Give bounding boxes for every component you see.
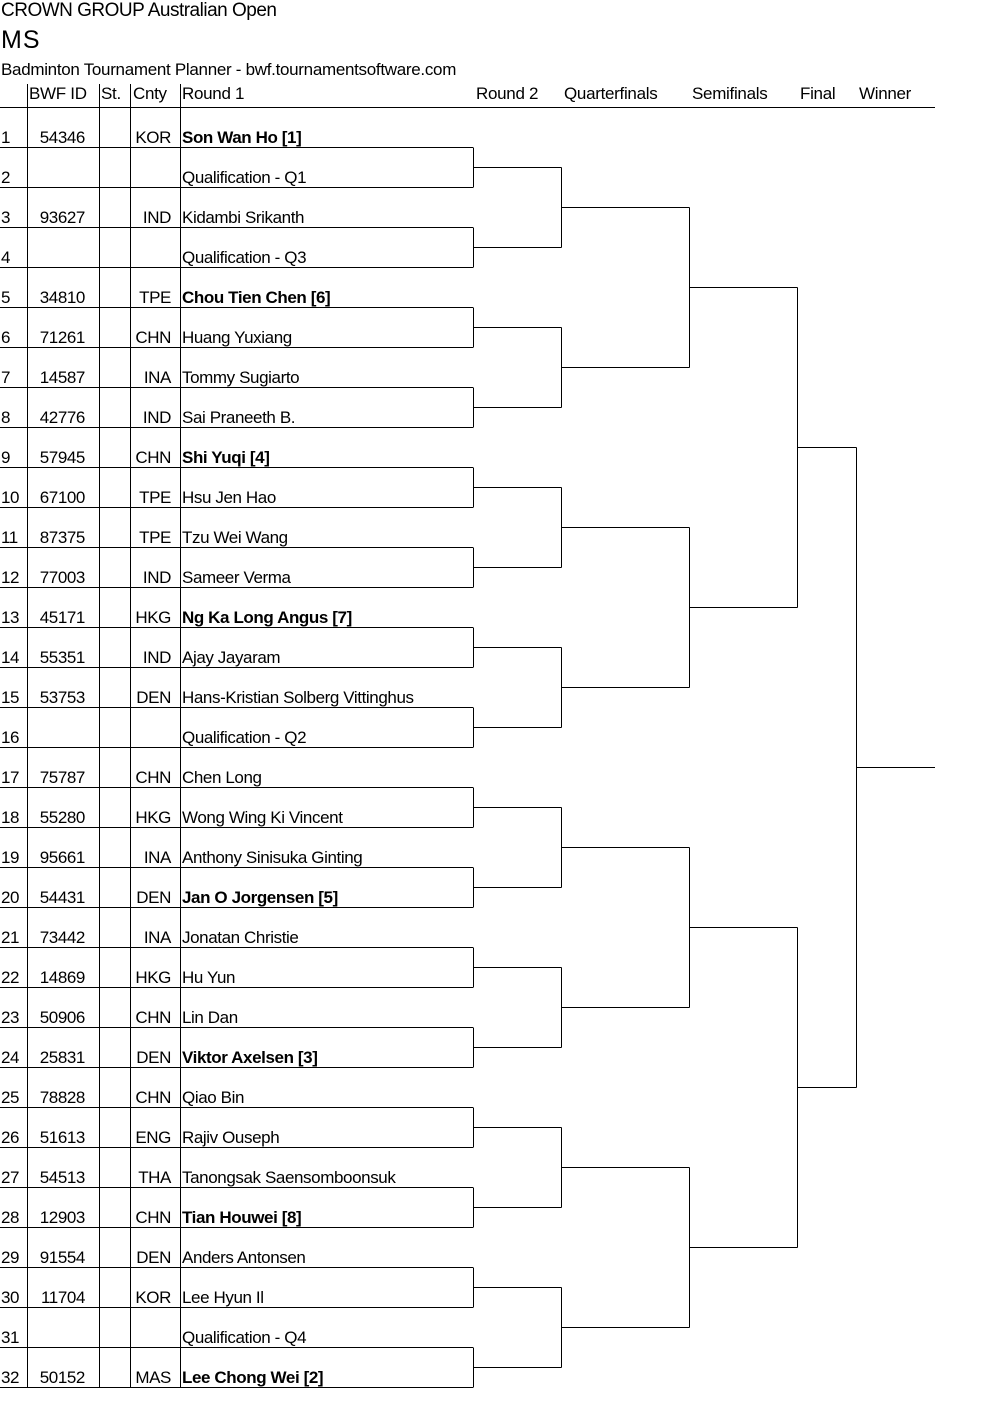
country-code: THA [138,1168,171,1187]
bwf-id: 54513 [39,1168,85,1187]
draw-position: 5 [1,288,11,307]
country-code: CHN [135,448,171,467]
player-name: Hu Yun [182,968,236,987]
country-code: KOR [135,1288,171,1307]
country-code: MAS [135,1368,171,1387]
bwf-id: 45171 [39,608,85,627]
country-code: IND [142,408,171,427]
country-code: CHN [135,1088,171,1107]
bwf-id: 87375 [39,528,85,547]
header-status: St. [101,84,121,103]
player-name: Tzu Wei Wang [182,528,288,547]
country-code: DEN [136,688,171,707]
player-name: Ajay Jayaram [182,648,281,667]
player-name: Lee Hyun Il [182,1288,264,1307]
bwf-id: 95661 [39,848,85,867]
bwf-id: 54431 [39,888,85,907]
bwf-id: 77003 [39,568,85,587]
country-code: TPE [139,528,171,547]
player-name: Anders Antonsen [182,1248,306,1267]
country-code: CHN [135,328,171,347]
draw-position: 23 [1,1008,20,1027]
draw-position: 10 [1,488,20,507]
player-name: Qualification - Q2 [182,728,307,747]
player-name: Huang Yuxiang [182,328,292,347]
country-code: CHN [135,1008,171,1027]
player-name: Tommy Sugiarto [182,368,300,387]
country-code: ENG [135,1128,171,1147]
draw-position: 18 [1,808,20,827]
country-code: HKG [135,808,171,827]
draw-position: 11 [1,528,18,547]
header-winner: Winner [859,84,912,103]
country-code: IND [142,208,171,227]
draw-position: 3 [1,208,11,227]
draw-position: 20 [1,888,20,907]
player-name: Shi Yuqi [4] [182,448,270,467]
draw-position: 6 [1,328,11,347]
country-code: INA [143,928,171,947]
draw-position: 21 [1,928,20,947]
draw-position: 27 [1,1168,20,1187]
bwf-id: 50906 [39,1008,85,1027]
planner-subtitle: Badminton Tournament Planner - bwf.tournamentsoftware.com [1,60,457,79]
bwf-id: 75787 [39,768,85,787]
player-name: Qualification - Q4 [182,1328,307,1347]
draw-position: 1 [1,128,11,147]
bwf-id: 34810 [39,288,85,307]
country-code: IND [142,568,171,587]
player-name: Viktor Axelsen [3] [182,1048,318,1067]
player-name: Qiao Bin [182,1088,245,1107]
header-round-2: Round 2 [476,84,539,103]
tournament-title: CROWN GROUP Australian Open [1,0,277,21]
draw-position: 24 [1,1048,20,1067]
player-name: Anthony Sinisuka Ginting [182,848,363,867]
player-name: Ng Ka Long Angus [7] [182,608,352,627]
draw-position: 2 [1,168,11,187]
player-name: Sai Praneeth B. [182,408,296,427]
player-name: Wong Wing Ki Vincent [182,808,343,827]
bwf-id: 25831 [39,1048,85,1067]
header-final: Final [800,84,836,103]
bwf-id: 53753 [39,688,85,707]
draw-position: 19 [1,848,20,867]
draw-position: 12 [1,568,20,587]
draw-position: 32 [1,1368,20,1387]
draw-position: 28 [1,1208,20,1227]
country-code: HKG [135,608,171,627]
bwf-id: 55351 [39,648,85,667]
draw-position: 25 [1,1088,20,1107]
player-name: Hans-Kristian Solberg Vittinghus [182,688,414,707]
country-code: INA [143,848,171,867]
draw-position: 17 [1,768,20,787]
player-name: Kidambi Srikanth [182,208,305,227]
header-semifinals: Semifinals [692,84,768,103]
country-code: DEN [136,1248,171,1267]
country-code: KOR [135,128,171,147]
player-name: Tanongsak Saensomboonsuk [182,1168,396,1187]
bwf-id: 11704 [40,1288,85,1307]
header-round-1: Round 1 [182,84,245,103]
bwf-id: 50152 [39,1368,85,1387]
header-quarterfinals: Quarterfinals [564,84,658,103]
player-name: Qualification - Q3 [182,248,307,267]
country-code: IND [142,648,171,667]
bwf-id: 55280 [39,808,85,827]
country-code: DEN [136,888,171,907]
country-code: CHN [135,768,171,787]
bwf-id: 51613 [39,1128,85,1147]
bwf-id: 57945 [39,448,85,467]
draw-position: 7 [1,368,11,387]
player-name: Sameer Verma [182,568,291,587]
draw-position: 8 [1,408,11,427]
player-name: Lin Dan [182,1008,238,1027]
bwf-id: 14587 [39,368,85,387]
player-name: Lee Chong Wei [2] [182,1368,324,1387]
player-name: Tian Houwei [8] [182,1208,302,1227]
bwf-id: 73442 [39,928,85,947]
draw-position: 9 [1,448,11,467]
country-code: DEN [136,1048,171,1067]
bwf-id: 71261 [39,328,85,347]
country-code: CHN [135,1208,171,1227]
draw-position: 16 [1,728,20,747]
draw-position: 31 [1,1328,20,1347]
player-name: Hsu Jen Hao [182,488,276,507]
draw-position: 14 [1,648,20,667]
country-code: INA [143,368,171,387]
bwf-id: 42776 [39,408,85,427]
draw-position: 4 [1,248,11,267]
player-name: Son Wan Ho [1] [182,128,302,147]
header-country: Cnty [133,84,167,103]
draw-position: 26 [1,1128,20,1147]
draw-position: 30 [1,1288,20,1307]
player-name: Jan O Jorgensen [5] [182,888,338,907]
draw-position: 29 [1,1248,20,1267]
bwf-id: 14869 [39,968,85,987]
draw-position: 22 [1,968,20,987]
bwf-id: 12903 [39,1208,85,1227]
country-code: TPE [139,288,171,307]
bwf-id: 78828 [39,1088,85,1107]
player-name: Qualification - Q1 [182,168,307,187]
player-name: Rajiv Ouseph [182,1128,280,1147]
event-title: MS [1,26,41,54]
country-code: HKG [135,968,171,987]
player-name: Jonatan Christie [182,928,299,947]
header-bwf-id: BWF ID [29,84,87,103]
player-name: Chen Long [182,768,262,787]
bwf-id: 91554 [39,1248,85,1267]
draw-position: 15 [1,688,20,707]
player-name: Chou Tien Chen [6] [182,288,331,307]
draw-position: 13 [1,608,20,627]
bwf-id: 67100 [39,488,85,507]
country-code: TPE [139,488,171,507]
bwf-id: 54346 [39,128,85,147]
bwf-id: 93627 [39,208,85,227]
